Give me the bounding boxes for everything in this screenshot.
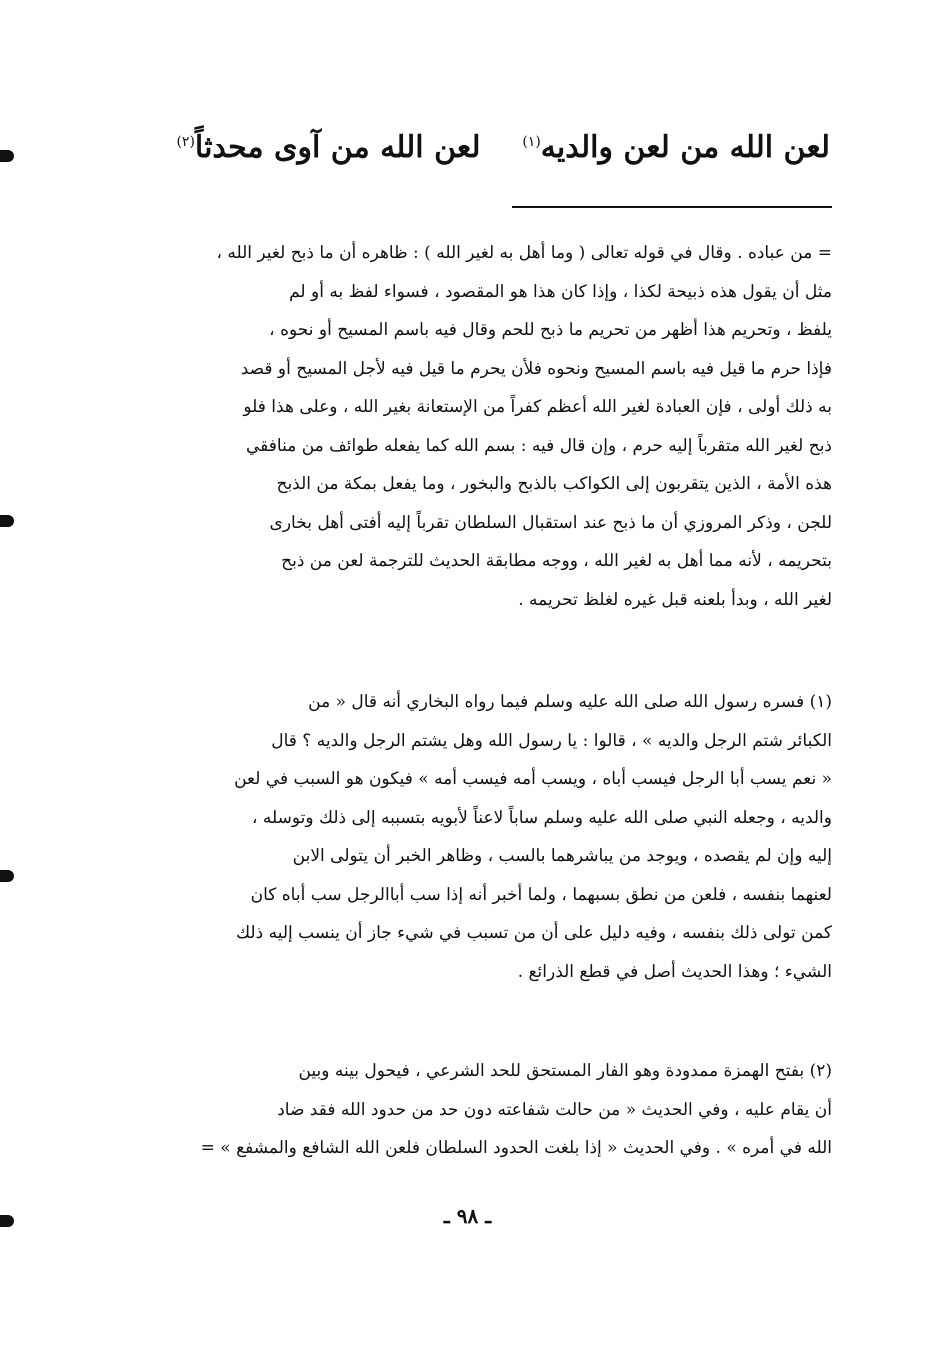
binding-mark: [0, 870, 14, 882]
text-line: أن يقام عليه ، وفي الحديث « من حالت شفاعته دون حد من حدود الله فقد ضاد: [277, 1099, 832, 1120]
text-line: كمن تولى ذلك بنفسه ، وفيه دليل على أن من تسبب في شيء جاز أن ينسب إليه ذلك: [236, 923, 832, 943]
text-line: والديه ، وجعله النبي صلى الله عليه وسلم ساباً لاعناً لأبويه بتسببه إلى ذلك وتوسله ،: [252, 807, 832, 828]
text-line: فإذا حرم ما قيل فيه باسم المسيح ونحوه فلأن يحرم ما قيل فيه لأجل المسيح أو قصد: [240, 358, 832, 379]
text-line: هذه الأمة ، الذين يتقربون إلى الكواكب بالذبح والبخور ، وما يفعل بمكة من الذبح: [276, 474, 832, 494]
footnote-separator: [512, 206, 832, 208]
binding-mark: [0, 515, 14, 527]
text-line: (١) فسره رسول الله صلى الله عليه وسلم فيما رواه البخاري أنه قال « من: [308, 692, 832, 712]
heading-part-1: لعن الله من لعن والديه: [540, 130, 830, 165]
text-line: إليه وإن لم يقصده ، ويوجد من يباشرهما بالسب ، وظاهر الخبر أن يتولى الابن: [292, 846, 832, 866]
binding-mark: [0, 1215, 14, 1227]
commentary-block: [105, 234, 832, 619]
text-line: الكبائر شتم الرجل والديه » ، قالوا : يا رسول الله وهل يشتم الرجل والديه ؟ قال: [271, 730, 832, 751]
text-line: = من عباده . وقال في قوله تعالى ( وما أهل به لغير الله ) : ظاهره أن ما ذبح لغير الله ،: [216, 243, 832, 263]
binding-mark: [0, 150, 14, 162]
text-line: الله في أمره » . وفي الحديث « إذا بلغت الحدود السلطان فلعن الله الشافع والمشفع » =: [200, 1138, 832, 1158]
text-line: للجن ، وذكر المروزي أن ما ذبح عند استقبال السلطان تقرباً إليه أفتى أهل بخارى: [269, 512, 832, 533]
text-line: الشيء ؛ وهذا الحديث أصل في قطع الذرائع .: [517, 961, 832, 982]
footnote-2: [105, 1052, 832, 1168]
page-number: ـ ٩٨ ـ: [443, 1204, 492, 1228]
text-line: لعنهما بنفسه ، فلعن من نطق بسبهما ، ولما أخبر أنه إذا سب أباالرجل سب أباه كان: [250, 884, 832, 905]
text-line: لغير الله ، وبدأ بلعنه قبل غيره لغلظ تحريمه .: [518, 589, 832, 610]
hadith-heading: [110, 118, 830, 172]
text-line: يلفظ ، وتحريم هذا أظهر من تحريم ما ذبح للحم وقال فيه باسم المسيح أو نحوه ،: [269, 320, 832, 340]
heading-part-2: لعن الله من آوى محدثاً: [194, 130, 481, 165]
footnote-ref-1: (١): [522, 134, 541, 150]
footnote-1: [105, 683, 832, 991]
footnote-ref-2: (٢): [176, 134, 195, 150]
text-line: (٢) بفتح الهمزة ممدودة وهو الفار المستحق للحد الشرعي ، فيحول بينه وبين: [298, 1061, 832, 1081]
text-line: به ذلك أولى ، فإن العبادة لغير الله أعظم كفراً من الإستعانة بغير الله ، وعلى هذا فلو: [243, 397, 832, 417]
text-line: « نعم يسب أبا الرجل فيسب أباه ، ويسب أمه فيسب أمه » فيكون هو السبب في لعن: [234, 769, 832, 789]
text-line: مثل أن يقول هذه ذبيحة لكذا ، وإذا كان هذا هو المقصود ، فسواء لفظ به أو لم: [289, 281, 832, 302]
text-line: ذبح لغير الله متقرباً إليه حرم ، وإن قال فيه : بسم الله كما يفعله طوائف من منافقي: [246, 435, 832, 456]
text-line: بتحريمه ، لأنه مما أهل به لغير الله ، ووجه مطابقة الحديث للترجمة لعن من ذبح: [281, 551, 832, 571]
